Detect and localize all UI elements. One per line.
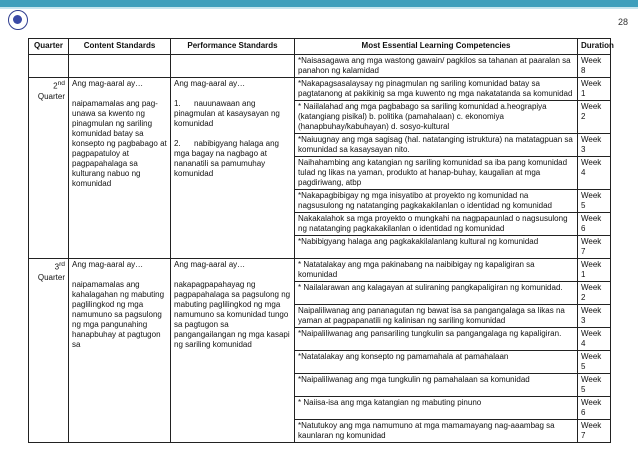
- table-row: [29, 55, 611, 78]
- duration-cell: Week 7: [578, 420, 611, 443]
- competency-cell: Naipaliliwanag ang pananagutan ng bawat isa sa pangangalaga sa likas na yaman at pagpapanatili ng kalinisan ng sariling komunidad: [295, 305, 578, 328]
- duration-cell: Week 6: [578, 397, 611, 420]
- competency-cell: Nakakalahok sa mga proyekto o mungkahi na nagpapaunlad o nagsusulong ng natatanging pagkakakilanlan o identidad ng komunidad: [295, 213, 578, 236]
- duration-cell: Week 6: [578, 213, 611, 236]
- deped-seal-icon: [8, 10, 28, 30]
- duration-cell: Week 1: [578, 259, 611, 282]
- duration-cell: Week 1: [578, 78, 611, 101]
- duration-cell: Week 5: [578, 351, 611, 374]
- quarter-suffix: nd: [57, 80, 65, 87]
- perf-item-1: [174, 99, 291, 129]
- content-standards-cell: [69, 259, 171, 443]
- competency-cell: *Nakapagsasalaysay ng pinagmulan ng sariling komunidad batay sa pagtatanong at pakikinig sa mga kuwento ng mga nakatatanda sa komunidad: [295, 78, 578, 101]
- duration-cell: Week 8: [578, 55, 611, 78]
- duration-cell: Week 3: [578, 305, 611, 328]
- content-body: naipamamalas ang kahalagahan ng mabuting paglilingkod ng mga namumuno sa pagsulong ng mga pangunahing hanapbuhay at pagtugon sa: [72, 280, 165, 349]
- duration-cell: Week 3: [578, 134, 611, 157]
- table-header-row: [29, 39, 611, 55]
- perf-item-number: 2.: [174, 139, 181, 148]
- duration-cell: Week 4: [578, 157, 611, 190]
- performance-standards-cell: [171, 259, 295, 443]
- competency-cell: *Nabibigyang halaga ang pagkakakilalanlang kultural ng komunidad: [295, 236, 578, 259]
- header-competencies: Most Essential Learning Competencies: [295, 39, 578, 55]
- table-row: [29, 259, 611, 282]
- competency-cell: *Naipaliliwanag ang mga tungkulin ng pamahalaan sa komunidad: [295, 374, 578, 397]
- header-duration: Duration: [578, 39, 611, 55]
- header-content-standards: Content Standards: [69, 39, 171, 55]
- perf-item-text: nauunawaan ang pinagmulan at kasaysayan ng komunidad: [174, 99, 280, 128]
- competency-cell: *Nakapagbibigay ng mga inisyatibo at proyekto ng komunidad na nagsusulong ng natatanging pagkakakilanlan o identidad ng komunidad: [295, 190, 578, 213]
- curriculum-table: [28, 38, 614, 443]
- perf-item-2: [174, 139, 291, 179]
- duration-cell: Week 4: [578, 328, 611, 351]
- competency-cell: * Nailalarawan ang kalagayan at suliraning pangkapaligiran ng komunidad.: [295, 282, 578, 305]
- content-body: naipamamalas ang pag- unawa sa kwento ng pinagmulan ng sariling komunidad batay sa konsepto ng pagbabago at pagpapatuloy at pagpapahalaga sa kulturang nabuo ng komunidad: [72, 99, 167, 188]
- perf-item-number: 1.: [174, 99, 181, 108]
- competency-cell: * Naiisa-isa ang mga katangian ng mabuting pinuno: [295, 397, 578, 420]
- perf-intro: Ang mag-aaral ay…: [174, 260, 246, 269]
- quarter-cell-2nd: [29, 78, 69, 259]
- header-stripe-light: [0, 7, 638, 9]
- perf-intro: Ang mag-aaral ay…: [174, 79, 246, 88]
- cell-empty: [29, 55, 69, 78]
- competency-cell: * Naiilalahad ang mga pagbabago sa sariling komunidad a.heograpiya (katangiang pisikal) b. politika (pamahalaan) c. ekonomiya (hanapbuhay/kabuhayan) d. sosyo-kultural: [295, 101, 578, 134]
- quarter-number: 3: [54, 262, 60, 272]
- quarter-word: Quarter: [37, 272, 65, 282]
- content-intro: Ang mag-aaral ay…: [72, 260, 144, 269]
- header-quarter: Quarter: [29, 39, 69, 55]
- quarter-cell-3rd: [29, 259, 69, 443]
- competency-cell: *Naisasagawa ang mga wastong gawain/ pagkilos sa tahanan at paaralan sa panahon ng kalamidad: [295, 55, 578, 78]
- perf-body: nakapagpapahayag ng pagpapahalaga sa pagsulong ng mabuting paglilingkod ng mga namumuno sa komunidad tungo sa pagtugon sa pangangailangan ng mga kasapi ng sariling komunidad: [174, 280, 291, 349]
- cell-empty: [171, 55, 295, 78]
- header-stripe: [0, 0, 638, 7]
- duration-cell: Week 7: [578, 236, 611, 259]
- page-header: [0, 0, 638, 40]
- duration-cell: Week 5: [578, 374, 611, 397]
- duration-cell: Week 5: [578, 190, 611, 213]
- duration-cell: Week 2: [578, 101, 611, 134]
- table-row: [29, 78, 611, 101]
- performance-standards-cell: [171, 78, 295, 259]
- quarter-suffix: rd: [59, 261, 65, 268]
- quarter-number: 2: [53, 81, 58, 91]
- competency-cell: *Naiuugnay ang mga sagisag (hal. natatanging istruktura) na matatagpuan sa komunidad sa kasaysayan nito.: [295, 134, 578, 157]
- competency-cell: *Naipaliliwanag ang pansariling tungkulin sa pangangalaga ng kapaligiran.: [295, 328, 578, 351]
- competency-cell: * Natatalakay ang mga pakinabang na naibibigay ng kapaligiran sa komunidad: [295, 259, 578, 282]
- content-intro: Ang mag-aaral ay…: [72, 79, 144, 88]
- header-performance-standards: Performance Standards: [171, 39, 295, 55]
- competency-cell: Naihahambing ang katangian ng sariling komunidad sa iba pang komunidad tulad ng likas na yaman, produkto at hanap-buhay, kaugalian at mga pagdiriwang, atbp: [295, 157, 578, 190]
- competency-cell: *Natatalakay ang konsepto ng pamamahala at pamahalaan: [295, 351, 578, 374]
- page-number: 28: [617, 17, 628, 27]
- competency-cell: *Natutukoy ang mga namumuno at mga mamamayang nag-aaambag sa kaunlaran ng komunidad: [295, 420, 578, 443]
- duration-cell: Week 2: [578, 282, 611, 305]
- perf-item-text: nabibigyang halaga ang mga bagay na nagbago at nananatili sa pamumuhay komunidad: [174, 139, 279, 178]
- cell-empty: [69, 55, 171, 78]
- content-standards-cell: [69, 78, 171, 259]
- quarter-word: Quarter: [37, 91, 65, 101]
